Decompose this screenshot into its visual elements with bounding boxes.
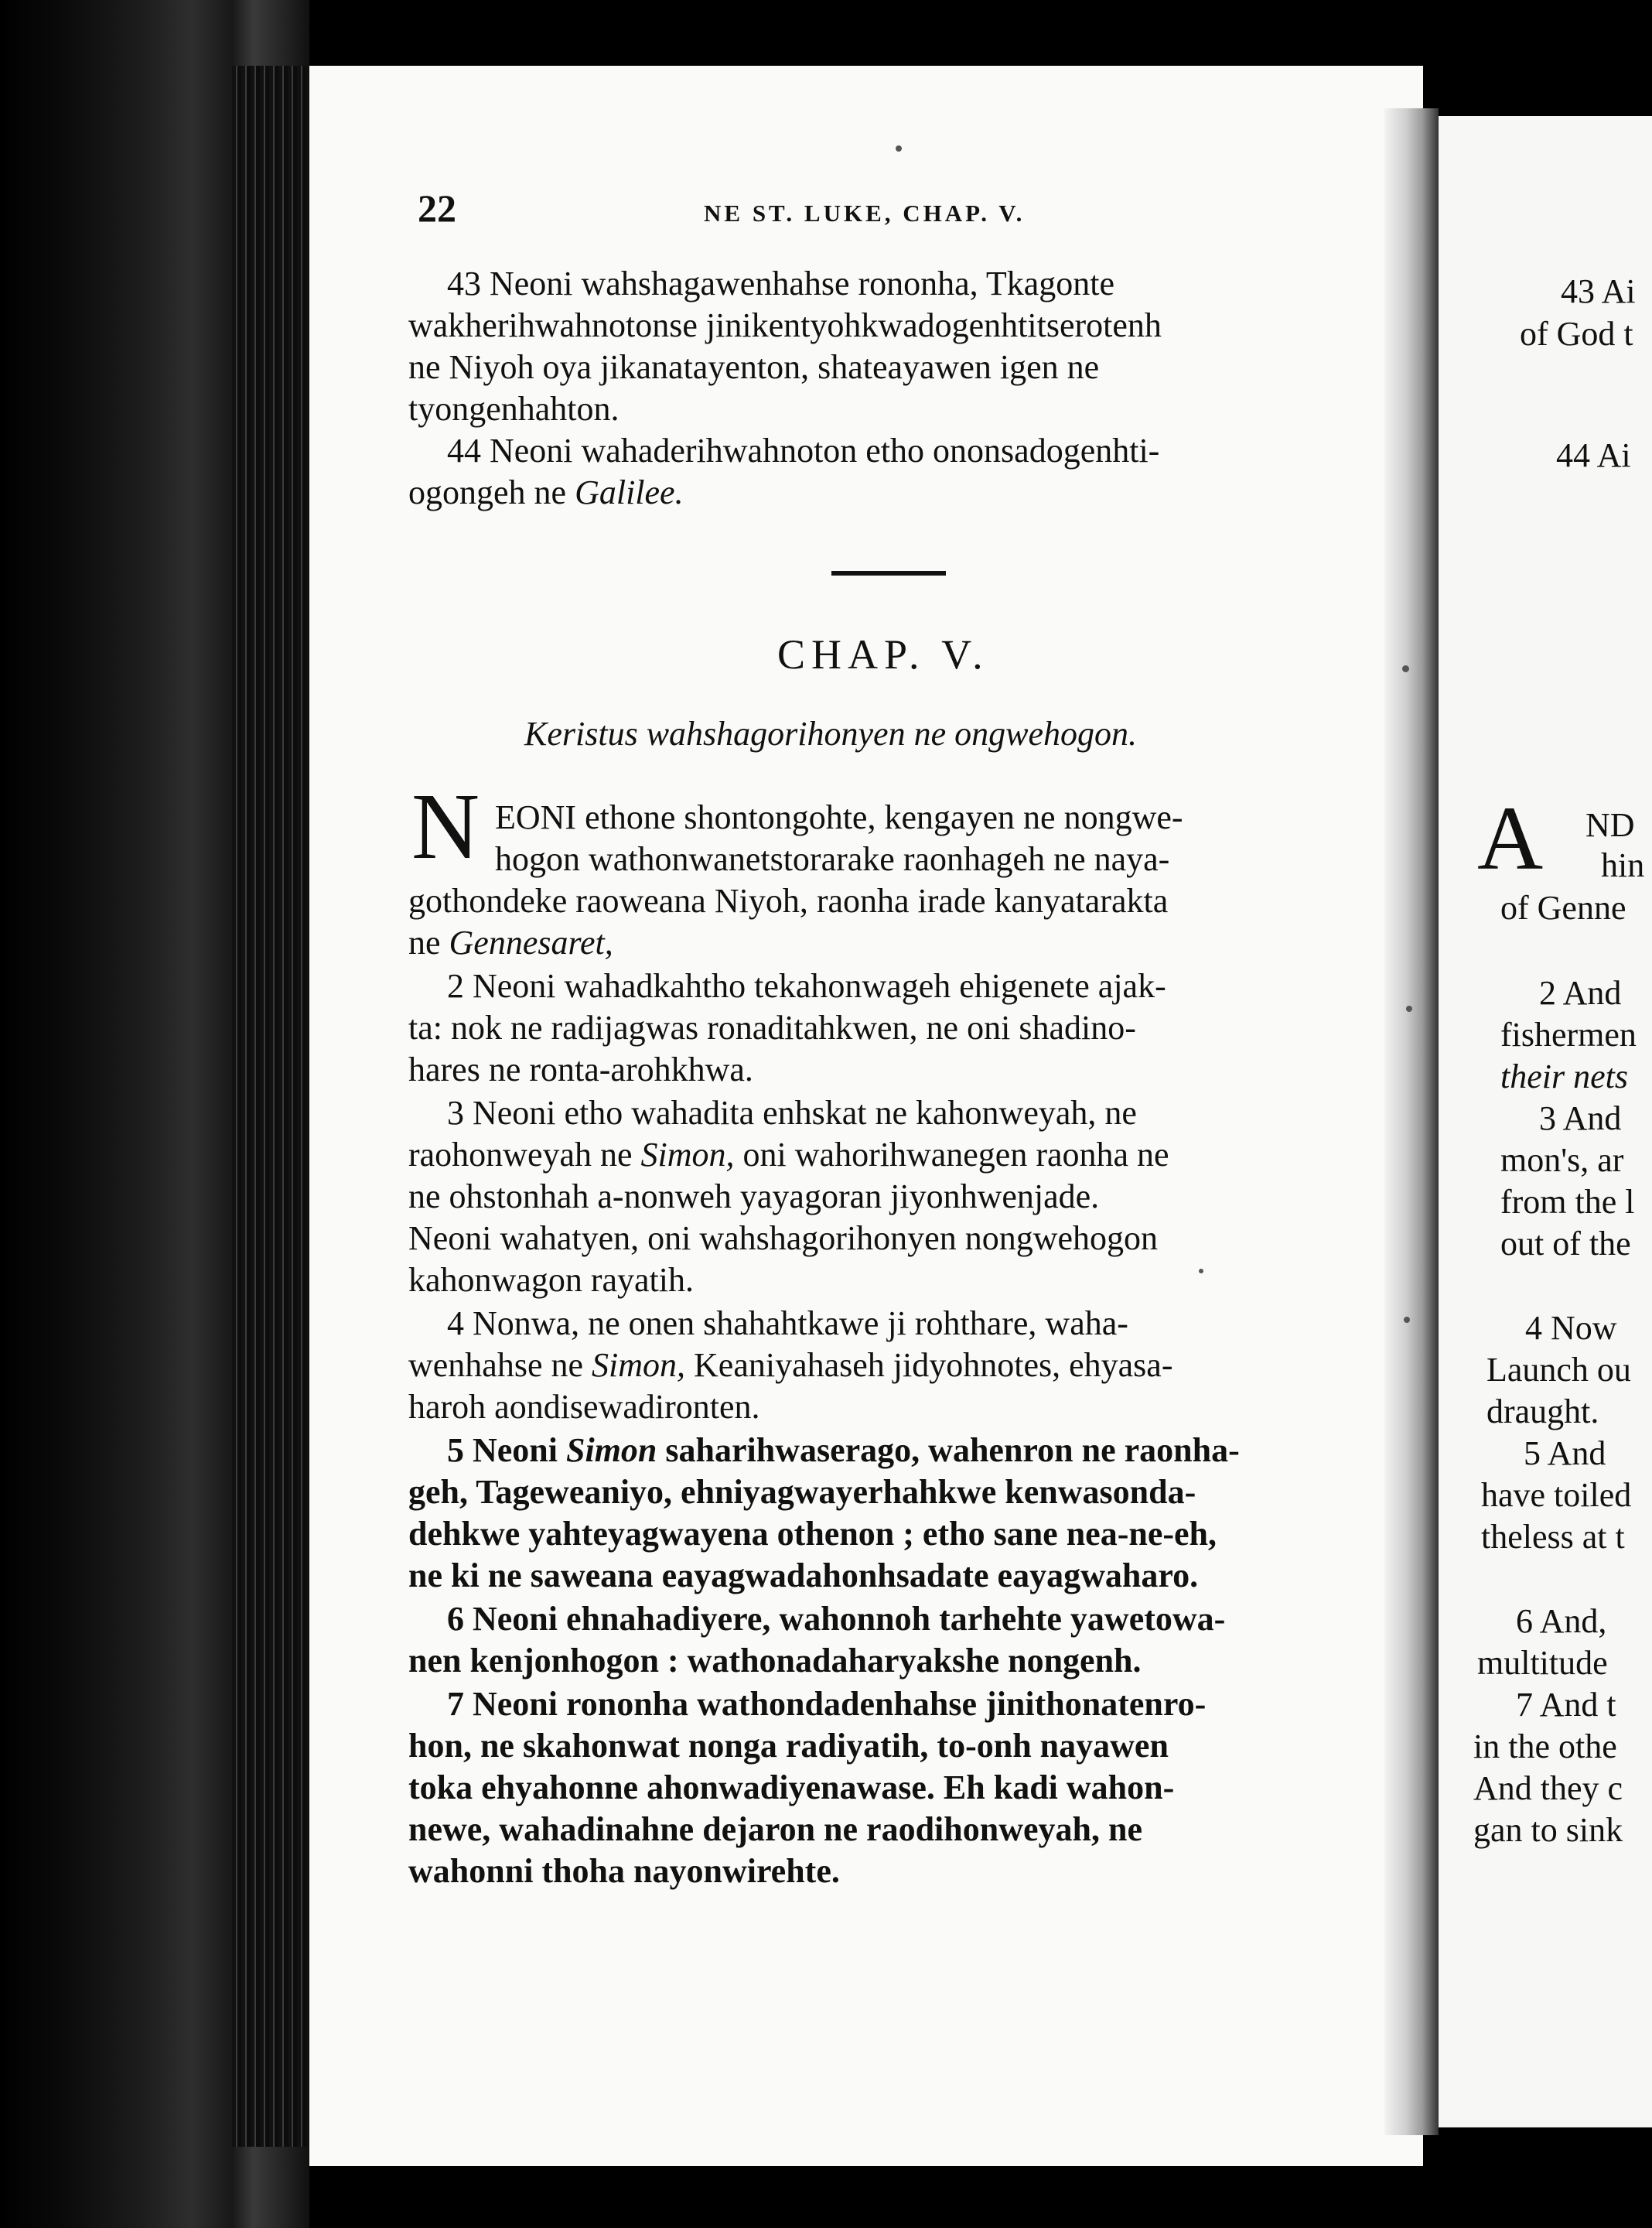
verse-line: hon, ne skahonwat nonga radiyatih, to-onh nayawen bbox=[408, 1727, 1169, 1765]
verse-line: gothondeke raoweana Niyoh, raonha irade kanyatarakta bbox=[408, 882, 1169, 920]
dust-speck bbox=[1406, 1006, 1412, 1012]
page-edges bbox=[232, 66, 313, 2147]
verse-line: haroh aondisewadironten. bbox=[408, 1388, 760, 1426]
right-line: Launch ou bbox=[1486, 1351, 1631, 1389]
running-title: NE ST. LUKE, CHAP. V. bbox=[704, 200, 1026, 227]
verse-line: tyongenhahton. bbox=[408, 390, 620, 428]
verse-line: wenhahse ne Simon, Keaniyahaseh jidyohnotes, ehyasa- bbox=[408, 1346, 1173, 1384]
verse-line: 2 Neoni wahadkahtho tekahonwageh ehigenete ajak- bbox=[447, 967, 1166, 1005]
right-line: from the l bbox=[1500, 1183, 1635, 1221]
verse-line: hogon wathonwanetstorarake raonhageh ne naya- bbox=[495, 840, 1170, 878]
verse-line: 5 Neoni Simon saharihwaserago, wahenron ne raonha- bbox=[447, 1431, 1240, 1469]
verse-line: EONI ethone shontongohte, kengayen ne nongwe- bbox=[495, 798, 1183, 836]
right-line: 2 And bbox=[1539, 974, 1622, 1012]
right-line: theless at t bbox=[1481, 1518, 1625, 1556]
right-line: of Genne bbox=[1500, 889, 1626, 927]
right-line: mon's, ar bbox=[1500, 1141, 1624, 1179]
right-line: fishermen bbox=[1500, 1016, 1637, 1054]
verse-line: 3 Neoni etho wahadita enhskat ne kahonweyah, ne bbox=[447, 1094, 1137, 1132]
right-line: in the othe bbox=[1473, 1727, 1617, 1765]
right-line: have toiled bbox=[1481, 1476, 1632, 1514]
right-line: gan to sink bbox=[1473, 1811, 1623, 1849]
right-line: 3 And bbox=[1539, 1099, 1622, 1137]
verse-line: nen kenjonhogon : wathonadaharyakshe nongenh. bbox=[408, 1642, 1142, 1680]
right-line: draught. bbox=[1486, 1392, 1599, 1430]
right-line: And they c bbox=[1473, 1769, 1623, 1807]
right-line: 6 And, bbox=[1516, 1602, 1607, 1640]
right-line: hin bbox=[1601, 846, 1645, 884]
right-line: 7 And t bbox=[1516, 1686, 1616, 1724]
verse-line: hares ne ronta-arohkhwa. bbox=[408, 1051, 753, 1088]
verse-line: kahonwagon rayatih. bbox=[408, 1261, 694, 1299]
verse-line: 6 Neoni ehnahadiyere, wahonnoh tarhehte yawetowa- bbox=[447, 1600, 1226, 1638]
right-line: ND bbox=[1585, 806, 1635, 844]
right-line: 4 Now bbox=[1525, 1309, 1617, 1347]
dust-speck bbox=[896, 145, 902, 152]
verse-line: Neoni wahatyen, oni wahshagorihonyen nongwehogon bbox=[408, 1219, 1159, 1257]
verse-line: 44 Neoni wahaderihwahnoton etho ononsadogenhti- bbox=[447, 432, 1160, 470]
verse-line: toka ehyahonne ahonwadiyenawase. Eh kadi wahon- bbox=[408, 1768, 1175, 1806]
page-gutter bbox=[1384, 108, 1439, 2135]
verse-line: dehkwe yahteyagwayena othenon ; etho sane nea-ne-eh, bbox=[408, 1515, 1217, 1553]
right-line: out of the bbox=[1500, 1225, 1631, 1263]
chapter-summary: Keristus wahshagorihonyen ne ongwehogon. bbox=[524, 715, 1137, 753]
drop-cap: N bbox=[411, 774, 480, 879]
verse-line: wahonni thoha nayonwirehte. bbox=[408, 1852, 840, 1890]
right-line: their nets bbox=[1500, 1058, 1628, 1095]
dust-speck bbox=[1404, 1317, 1410, 1323]
right-drop-cap: A bbox=[1477, 788, 1544, 889]
right-line: multitude bbox=[1477, 1644, 1608, 1682]
verse-line: 7 Neoni rononha wathondadenhahse jinithonatenro- bbox=[447, 1685, 1207, 1723]
page-number: 22 bbox=[418, 186, 456, 230]
verse-line: wakherihwahnotonse jinikentyohkwadogenhtitserotenh bbox=[408, 306, 1162, 344]
verse-line: geh, Tageweaniyo, ehniyagwayerhahkwe kenwasonda- bbox=[408, 1473, 1196, 1511]
verse-line: raohonweyah ne Simon, oni wahorihwanegen raonha ne bbox=[408, 1136, 1169, 1174]
verse-line: ne ki ne saweana eayagwadahonhsadate eayagwaharo. bbox=[408, 1557, 1199, 1594]
chapter-heading: CHAP. V. bbox=[777, 631, 989, 678]
verse-line: ogongeh ne Galilee. bbox=[408, 473, 684, 511]
chapter-divider bbox=[831, 571, 946, 576]
right-line: 5 And bbox=[1524, 1434, 1606, 1472]
verse-line: ne Niyoh oya jikanatayenton, shateayawen igen ne bbox=[408, 348, 1100, 386]
right-line: of God t bbox=[1520, 315, 1633, 353]
verse-line: 4 Nonwa, ne onen shahahtkawe ji rohthare, waha- bbox=[447, 1304, 1128, 1342]
verse-line: ne ohstonhah a-nonweh yayagoran jiyonhwenjade. bbox=[408, 1177, 1100, 1215]
verse-line: ta: nok ne radijagwas ronaditahkwen, ne oni shadino- bbox=[408, 1009, 1136, 1047]
verse-line: ne Gennesaret, bbox=[408, 924, 613, 962]
right-line: 43 Ai bbox=[1561, 272, 1636, 310]
right-line: 44 Ai bbox=[1556, 436, 1631, 474]
verse-line: 43 Neoni wahshagawenhahse rononha, Tkagonte bbox=[447, 265, 1115, 302]
dust-speck bbox=[1402, 665, 1409, 672]
dust-speck bbox=[1199, 1269, 1203, 1273]
verse-line: newe, wahadinahne dejaron ne raodihonweyah, ne bbox=[408, 1810, 1142, 1848]
